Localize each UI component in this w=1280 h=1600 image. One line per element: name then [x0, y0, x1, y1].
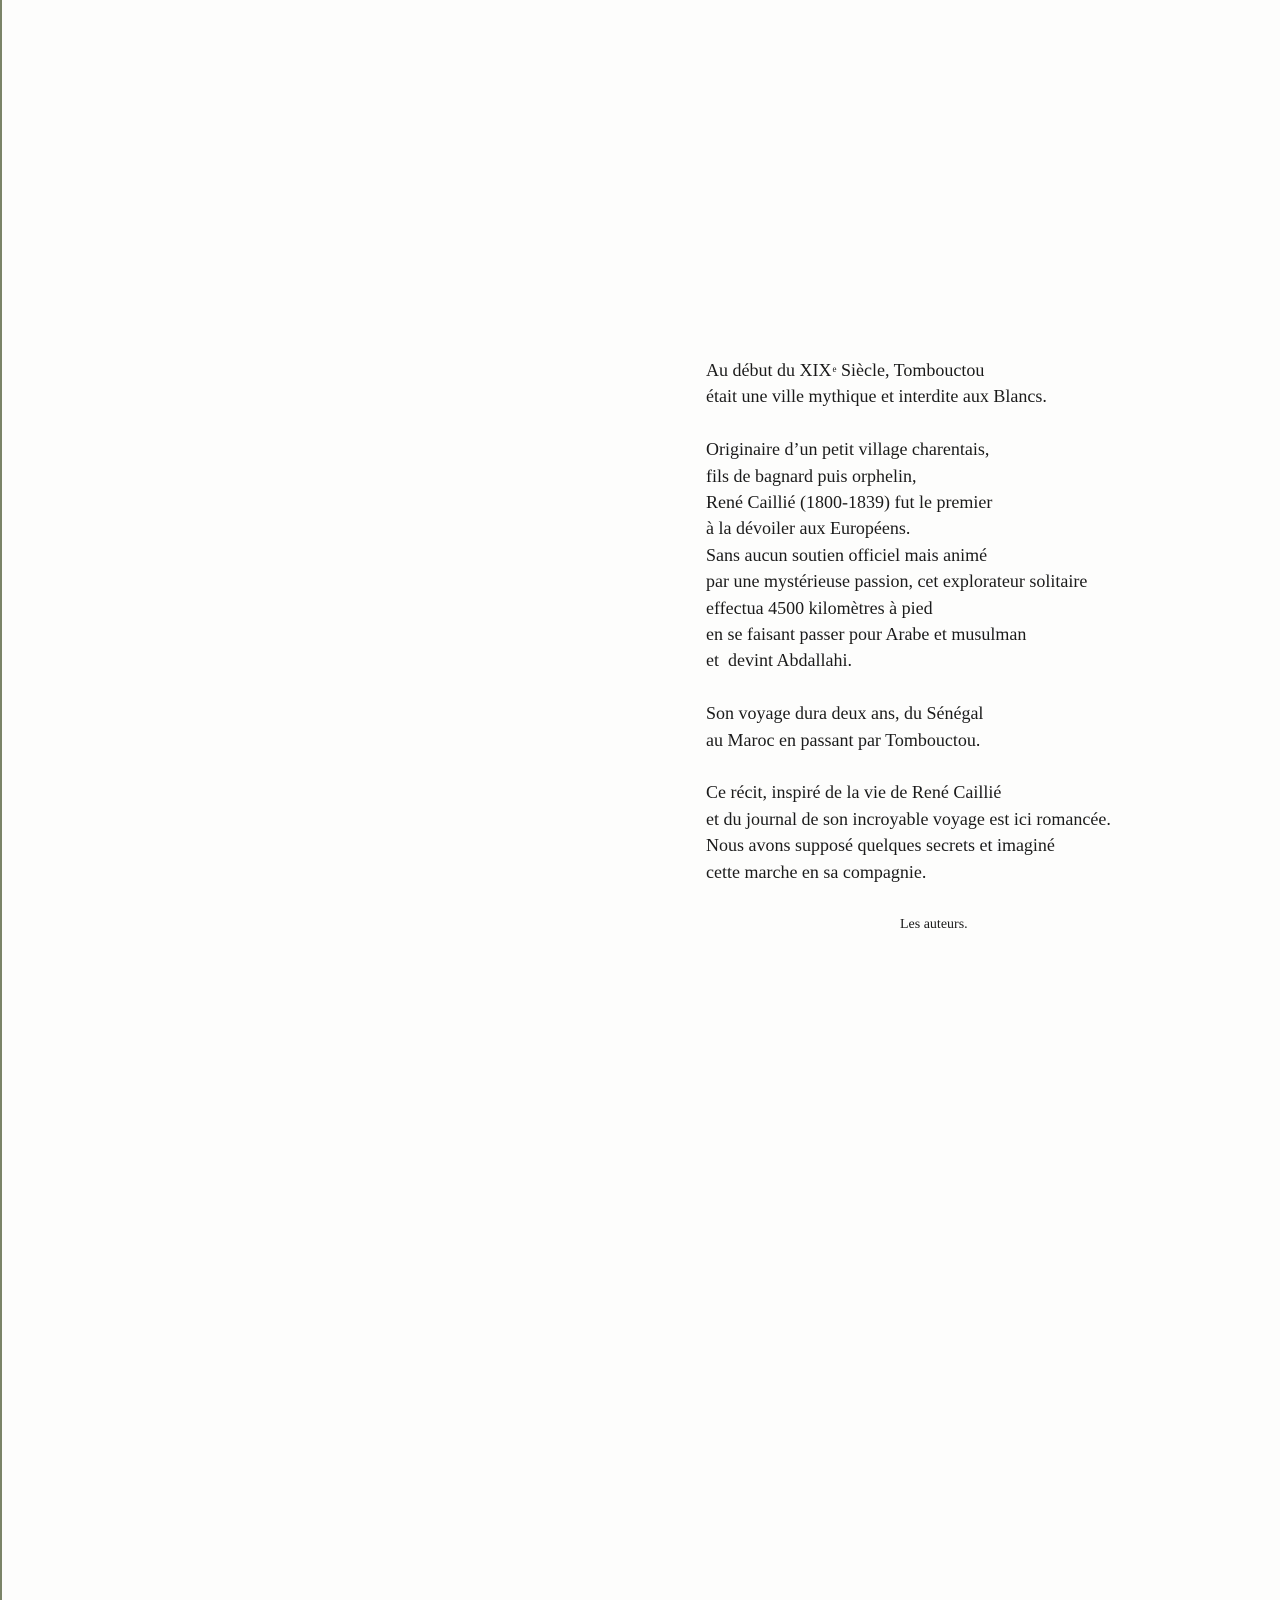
text-line: René Caillié (1800-1839) fut le premier: [706, 492, 993, 513]
text-line: par une mystérieuse passion, cet explorateur solitaire: [706, 571, 1088, 592]
page-edge-border: [0, 0, 2, 1600]
text-line: au Maroc en passant par Tombouctou.: [706, 729, 981, 750]
text-line: Ce récit, inspiré de la vie de René Caillié: [706, 782, 1002, 803]
text-line: cette marche en sa compagnie.: [706, 861, 927, 882]
text-line: Originaire d’un petit village charentais,: [706, 439, 990, 460]
text-line: et devint Abdallahi.: [706, 650, 852, 671]
text-line: était une ville mythique et interdite aux Blancs.: [706, 386, 1047, 407]
text-line: Sans aucun soutien officiel mais animé: [706, 544, 988, 565]
text-line: à la dévoiler aux Européens.: [706, 518, 911, 539]
paragraph-story: [706, 779, 1226, 885]
text-line: Au début du XIXe Siècle, Tombouctou: [706, 360, 985, 380]
preface-text: [706, 357, 1226, 911]
text-line: Son voyage dura deux ans, du Sénégal: [706, 703, 984, 724]
text-line: en se faisant passer pour Arabe et musulman: [706, 624, 1027, 645]
paragraph-biography: [706, 436, 1226, 674]
authors-signature: Les auteurs.: [900, 917, 968, 932]
text-line: Nous avons supposé quelques secrets et imaginé: [706, 835, 1055, 856]
text-line: effectua 4500 kilomètres à pied: [706, 597, 933, 618]
paragraph-voyage: [706, 700, 1226, 753]
text-line: et du journal de son incroyable voyage est ici romancée.: [706, 808, 1111, 829]
ordinal-superscript: e: [832, 364, 837, 374]
text-line: fils de bagnard puis orphelin,: [706, 465, 917, 486]
paragraph-intro: [706, 357, 1226, 410]
